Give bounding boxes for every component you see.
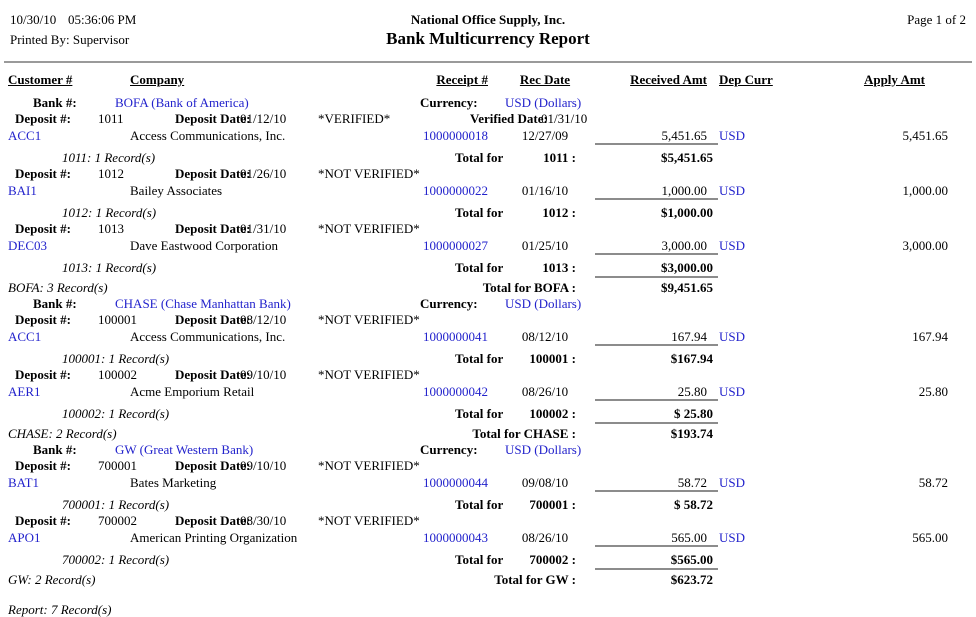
apply-amt: 3,000.00 bbox=[902, 238, 948, 253]
deposit-date: 09/10/10 bbox=[240, 458, 287, 473]
company-name: Bates Marketing bbox=[130, 475, 217, 490]
rec-date: 01/16/10 bbox=[521, 183, 569, 198]
customer-link[interactable]: AER1 bbox=[8, 384, 41, 399]
deposit-total-rule bbox=[595, 143, 718, 145]
currency-link[interactable]: USD (Dollars) bbox=[505, 296, 582, 311]
verified-date: 01/31/10 bbox=[541, 111, 588, 126]
deposit-date: 09/10/10 bbox=[240, 367, 287, 382]
customer-link[interactable]: DEC03 bbox=[8, 238, 47, 253]
received-amt: 1,000.00 bbox=[661, 183, 707, 198]
deposit-verify-status: *NOT VERIFIED* bbox=[318, 312, 420, 327]
deposit-number-label: Deposit #: bbox=[15, 221, 71, 236]
deposit-verify-status: *NOT VERIFIED* bbox=[318, 367, 420, 382]
deposit-total-amount: $565.00 bbox=[670, 552, 713, 567]
dep-curr-link[interactable]: USD bbox=[719, 128, 746, 143]
receipt-link[interactable]: 1000000018 bbox=[423, 128, 488, 143]
customer-link[interactable]: ACC1 bbox=[8, 329, 42, 344]
dep-curr-link[interactable]: USD bbox=[719, 384, 746, 399]
deposit-total-amount: $3,000.00 bbox=[661, 260, 713, 275]
company-name: Dave Eastwood Corporation bbox=[130, 238, 279, 253]
total-for-label: Total for bbox=[455, 150, 504, 165]
currency-link[interactable]: USD (Dollars) bbox=[505, 95, 582, 110]
deposit-date-label: Deposit Date: bbox=[175, 367, 251, 382]
customer-link[interactable]: ACC1 bbox=[8, 128, 42, 143]
deposit-record-count: 1012: 1 Record(s) bbox=[62, 205, 157, 220]
total-for-label: Total for bbox=[455, 205, 504, 220]
deposit-record-count: 1013: 1 Record(s) bbox=[62, 260, 157, 275]
header-separator bbox=[4, 61, 972, 63]
deposit-number-label: Deposit #: bbox=[15, 458, 71, 473]
col-header-rec-date: Rec Date bbox=[519, 72, 571, 87]
received-amt: 58.72 bbox=[677, 475, 707, 490]
deposit-total-rule bbox=[595, 399, 718, 401]
total-deposit-number: 100002 : bbox=[529, 406, 576, 421]
customer-link[interactable]: BAT1 bbox=[8, 475, 40, 490]
dep-curr-link[interactable]: USD bbox=[719, 183, 746, 198]
rec-date: 12/27/09 bbox=[521, 128, 569, 143]
deposit-date: 08/12/10 bbox=[240, 312, 287, 327]
apply-amt: 167.94 bbox=[912, 329, 948, 344]
receipt-link[interactable]: 1000000041 bbox=[423, 329, 488, 344]
col-header-company: Company bbox=[130, 72, 185, 87]
deposit-date-label: Deposit Date: bbox=[175, 111, 251, 126]
bank-record-count: GW: 2 Record(s) bbox=[8, 572, 96, 587]
total-deposit-number: 1013 : bbox=[542, 260, 576, 275]
bank-total-rule bbox=[595, 568, 718, 570]
deposit-total-amount: $1,000.00 bbox=[661, 205, 713, 220]
deposit-number: 700001 bbox=[98, 458, 137, 473]
deposit-number-label: Deposit #: bbox=[15, 367, 71, 382]
rec-date: 01/25/10 bbox=[521, 238, 569, 253]
rec-date: 09/08/10 bbox=[521, 475, 569, 490]
total-for-label: Total for bbox=[455, 351, 504, 366]
rec-date: 08/12/10 bbox=[521, 329, 569, 344]
bank-number-label: Bank #: bbox=[33, 95, 77, 110]
deposit-verify-status: *NOT VERIFIED* bbox=[318, 513, 420, 528]
company-name: American Printing Organization bbox=[130, 530, 298, 545]
verified-date-label: Verified Date: bbox=[470, 111, 548, 126]
received-amt: 3,000.00 bbox=[661, 238, 707, 253]
company-name: Acme Emporium Retail bbox=[130, 384, 255, 399]
bank-total-amount: $623.72 bbox=[670, 572, 713, 587]
bank-link[interactable]: CHASE (Chase Manhattan Bank) bbox=[115, 296, 291, 311]
deposit-date: 08/30/10 bbox=[240, 513, 287, 528]
col-header-receipt: Receipt # bbox=[436, 72, 488, 87]
bank-record-count: CHASE: 2 Record(s) bbox=[8, 426, 117, 441]
deposit-verify-status: *VERIFIED* bbox=[318, 111, 391, 126]
col-header-dep-curr: Dep Curr bbox=[719, 72, 773, 87]
dep-curr-link[interactable]: USD bbox=[719, 329, 746, 344]
bank-total-label: Total for BOFA : bbox=[482, 280, 576, 295]
received-amt: 25.80 bbox=[677, 384, 707, 399]
deposit-number: 1012 bbox=[98, 166, 124, 181]
bank-total-label: Total for CHASE : bbox=[472, 426, 576, 441]
deposit-record-count: 100002: 1 Record(s) bbox=[62, 406, 170, 421]
receipt-link[interactable]: 1000000043 bbox=[423, 530, 488, 545]
deposit-total-rule bbox=[595, 490, 718, 492]
deposit-record-count: 1011: 1 Record(s) bbox=[62, 150, 156, 165]
total-deposit-number: 100001 : bbox=[529, 351, 576, 366]
customer-link[interactable]: BAI1 bbox=[8, 183, 37, 198]
bank-number-label: Bank #: bbox=[33, 442, 77, 457]
report-record-count: Report: 7 Record(s) bbox=[8, 602, 112, 617]
deposit-record-count: 700002: 1 Record(s) bbox=[62, 552, 170, 567]
total-deposit-number: 700002 : bbox=[529, 552, 576, 567]
apply-amt: 25.80 bbox=[918, 384, 948, 399]
bank-total-rule bbox=[595, 276, 718, 278]
received-amt: 565.00 bbox=[671, 530, 707, 545]
deposit-verify-status: *NOT VERIFIED* bbox=[318, 458, 420, 473]
total-deposit-number: 700001 : bbox=[529, 497, 576, 512]
deposit-number: 100001 bbox=[98, 312, 137, 327]
bank-total-amount: $193.74 bbox=[670, 426, 713, 441]
apply-amt: 58.72 bbox=[918, 475, 948, 490]
dep-curr-link[interactable]: USD bbox=[719, 475, 746, 490]
currency-label: Currency: bbox=[420, 296, 478, 311]
bank-record-count: BOFA: 3 Record(s) bbox=[8, 280, 108, 295]
currency-link[interactable]: USD (Dollars) bbox=[505, 442, 582, 457]
deposit-total-rule bbox=[595, 545, 718, 547]
deposit-number: 1011 bbox=[98, 111, 124, 126]
company-name: Bailey Associates bbox=[130, 183, 223, 198]
rec-date: 08/26/10 bbox=[521, 384, 569, 399]
received-amt: 167.94 bbox=[671, 329, 707, 344]
page-number: Page 1 of 2 bbox=[907, 12, 966, 27]
deposit-total-amount: $ 58.72 bbox=[674, 497, 713, 512]
deposit-total-rule bbox=[595, 344, 718, 346]
col-header-customer: Customer # bbox=[8, 72, 73, 87]
bank-total-rule bbox=[595, 422, 718, 424]
deposit-date: 01/26/10 bbox=[240, 166, 287, 181]
received-amt: 5,451.65 bbox=[661, 128, 707, 143]
bank-total-label: Total for GW : bbox=[494, 572, 576, 587]
deposit-total-rule bbox=[595, 198, 718, 200]
bank-number-label: Bank #: bbox=[33, 296, 77, 311]
deposit-number-label: Deposit #: bbox=[15, 312, 71, 327]
deposit-date-label: Deposit Date: bbox=[175, 458, 251, 473]
deposit-number: 700002 bbox=[98, 513, 137, 528]
currency-label: Currency: bbox=[420, 95, 478, 110]
deposit-verify-status: *NOT VERIFIED* bbox=[318, 166, 420, 181]
total-for-label: Total for bbox=[455, 406, 504, 421]
deposit-verify-status: *NOT VERIFIED* bbox=[318, 221, 420, 236]
total-for-label: Total for bbox=[455, 552, 504, 567]
deposit-number: 1013 bbox=[98, 221, 124, 236]
total-deposit-number: 1011 : bbox=[543, 150, 576, 165]
col-header-received-amt: Received Amt bbox=[630, 72, 707, 87]
total-for-label: Total for bbox=[455, 260, 504, 275]
deposit-number-label: Deposit #: bbox=[15, 513, 71, 528]
total-deposit-number: 1012 : bbox=[542, 205, 576, 220]
deposit-record-count: 100001: 1 Record(s) bbox=[62, 351, 170, 366]
deposit-date-label: Deposit Date: bbox=[175, 166, 251, 181]
report-run-date: 10/30/10 bbox=[10, 12, 57, 27]
deposit-number: 100002 bbox=[98, 367, 137, 382]
customer-link[interactable]: APO1 bbox=[8, 530, 41, 545]
total-for-label: Total for bbox=[455, 497, 504, 512]
report-title: Bank Multicurrency Report bbox=[386, 29, 590, 48]
apply-amt: 565.00 bbox=[912, 530, 948, 545]
deposit-total-amount: $ 25.80 bbox=[674, 406, 713, 421]
deposit-total-rule bbox=[595, 253, 718, 255]
col-header-apply-amt: Apply Amt bbox=[863, 72, 925, 87]
receipt-link[interactable]: 1000000044 bbox=[423, 475, 488, 490]
bank-link[interactable]: BOFA (Bank of America) bbox=[115, 95, 249, 110]
deposit-number-label: Deposit #: bbox=[15, 166, 71, 181]
deposit-date: 01/31/10 bbox=[240, 221, 287, 236]
deposit-total-amount: $5,451.65 bbox=[661, 150, 713, 165]
apply-amt: 1,000.00 bbox=[902, 183, 948, 198]
printed-by: Printed By: Supervisor bbox=[10, 32, 130, 47]
rec-date: 08/26/10 bbox=[521, 530, 569, 545]
dep-curr-link[interactable]: USD bbox=[719, 530, 746, 545]
apply-amt: 5,451.65 bbox=[902, 128, 948, 143]
receipt-link[interactable]: 1000000022 bbox=[423, 183, 488, 198]
company-name: Access Communications, Inc. bbox=[130, 329, 286, 344]
deposit-date: 01/12/10 bbox=[240, 111, 287, 126]
dep-curr-link[interactable]: USD bbox=[719, 238, 746, 253]
company-name: Access Communications, Inc. bbox=[130, 128, 286, 143]
deposit-total-amount: $167.94 bbox=[670, 351, 713, 366]
report-run-time: 05:36:06 PM bbox=[68, 12, 137, 27]
bank-total-amount: $9,451.65 bbox=[661, 280, 713, 295]
bank-link[interactable]: GW (Great Western Bank) bbox=[115, 442, 254, 457]
deposit-date-label: Deposit Date: bbox=[175, 513, 251, 528]
company-name-header: National Office Supply, Inc. bbox=[410, 12, 566, 27]
deposit-date-label: Deposit Date: bbox=[175, 312, 251, 327]
deposit-number-label: Deposit #: bbox=[15, 111, 71, 126]
receipt-link[interactable]: 1000000027 bbox=[423, 238, 488, 253]
deposit-date-label: Deposit Date: bbox=[175, 221, 251, 236]
receipt-link[interactable]: 1000000042 bbox=[423, 384, 488, 399]
deposit-record-count: 700001: 1 Record(s) bbox=[62, 497, 170, 512]
currency-label: Currency: bbox=[420, 442, 478, 457]
